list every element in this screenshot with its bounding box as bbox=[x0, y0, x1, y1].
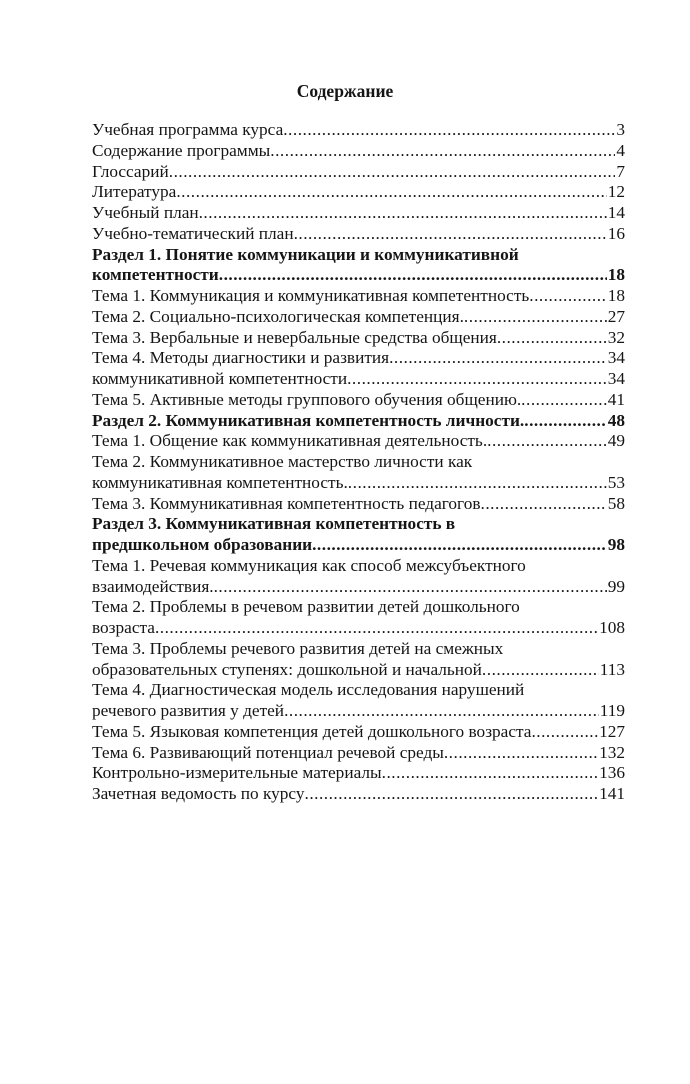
toc-entry[interactable] bbox=[92, 307, 625, 328]
dot-leader bbox=[482, 660, 599, 681]
toc-entry[interactable] bbox=[92, 348, 625, 369]
page-number: 41 bbox=[607, 389, 625, 409]
page-number: 49 bbox=[607, 431, 625, 451]
toc-entry-title: Тема 2. Социально-психологическая компетенция. bbox=[92, 306, 464, 326]
dot-leader bbox=[199, 203, 607, 224]
toc-entry-title: Учебная программа курса bbox=[92, 120, 284, 139]
page-number: 119 bbox=[599, 701, 625, 720]
toc-line bbox=[92, 245, 625, 266]
toc-line bbox=[92, 639, 625, 660]
dot-leader bbox=[531, 722, 598, 743]
dot-leader bbox=[348, 473, 607, 494]
page-number: 34 bbox=[607, 369, 625, 388]
toc-line bbox=[92, 660, 625, 681]
toc-line bbox=[92, 680, 625, 701]
page-number: 7 bbox=[616, 161, 625, 181]
toc-entry-title: образовательных ступенях: дошкольной и начальной bbox=[92, 659, 482, 679]
toc-entry-title: Глоссарий bbox=[92, 161, 169, 181]
toc-entry-title: Содержание программы bbox=[92, 140, 271, 160]
toc-entry[interactable] bbox=[92, 369, 625, 390]
toc-line bbox=[92, 743, 625, 764]
toc-line bbox=[92, 120, 625, 141]
dot-leader bbox=[347, 369, 607, 390]
toc-entry-title: Тема 3. Коммуникативная компетентность педагогов bbox=[92, 493, 481, 513]
toc-line bbox=[92, 577, 625, 598]
toc-line bbox=[92, 473, 625, 494]
toc-line bbox=[92, 452, 625, 473]
dot-leader bbox=[270, 141, 615, 162]
page-title: Содержание bbox=[296, 81, 394, 101]
page-number: 18 bbox=[607, 286, 625, 305]
dot-leader bbox=[389, 348, 607, 369]
page-number: 4 bbox=[616, 140, 625, 160]
page-number: 141 bbox=[599, 784, 625, 803]
toc-entry-title: Литература bbox=[92, 182, 177, 202]
dot-leader bbox=[444, 743, 598, 764]
toc-line bbox=[92, 618, 625, 639]
toc-line bbox=[92, 348, 625, 369]
page-number: 132 bbox=[599, 742, 625, 762]
toc-entry[interactable] bbox=[92, 639, 625, 681]
dot-leader bbox=[481, 494, 607, 515]
toc-line bbox=[92, 784, 625, 805]
toc-entry-title: Учебно-тематический план bbox=[92, 223, 294, 243]
toc-line bbox=[92, 328, 625, 349]
dot-leader bbox=[284, 701, 599, 722]
dot-leader bbox=[521, 390, 607, 411]
toc-entry[interactable] bbox=[92, 245, 625, 287]
page-number: 32 bbox=[607, 327, 625, 347]
page-number: 136 bbox=[599, 763, 625, 783]
page-number: 27 bbox=[607, 306, 625, 326]
toc-line bbox=[92, 224, 625, 245]
toc-entry[interactable] bbox=[92, 141, 625, 162]
toc-entry-title: Тема 6. Развивающий потенциал речевой среды bbox=[92, 742, 444, 762]
toc-entry[interactable] bbox=[92, 597, 625, 639]
dot-leader bbox=[382, 763, 598, 784]
toc-entry-title: компетентности bbox=[92, 265, 219, 285]
dot-leader bbox=[497, 328, 607, 349]
toc-line bbox=[92, 597, 625, 618]
page-number: 12 bbox=[607, 182, 625, 202]
toc-entry-title: Тема 2. Коммуникативное мастерство личности как bbox=[92, 452, 473, 471]
toc-entry[interactable] bbox=[92, 162, 625, 183]
toc-entry[interactable] bbox=[92, 203, 625, 224]
toc-line bbox=[92, 701, 625, 722]
toc-entry[interactable] bbox=[92, 784, 625, 805]
toc-line bbox=[92, 390, 625, 411]
toc-entry-title: Учебный план bbox=[92, 203, 199, 222]
toc-entry-title: Зачетная ведомость по курсу bbox=[92, 784, 305, 803]
toc-line bbox=[92, 162, 625, 183]
toc-line bbox=[92, 494, 625, 515]
dot-leader bbox=[214, 577, 607, 598]
toc-entry-title: Тема 3. Вербальные и невербальные средства общения bbox=[92, 327, 497, 347]
dot-leader bbox=[283, 120, 615, 141]
toc-entry[interactable] bbox=[92, 452, 625, 494]
table-of-contents bbox=[92, 120, 625, 805]
page-number: 108 bbox=[599, 618, 625, 637]
toc-line bbox=[92, 307, 625, 328]
toc-entry[interactable] bbox=[92, 556, 625, 598]
toc-entry-title: возраста bbox=[92, 618, 155, 637]
dot-leader bbox=[464, 307, 607, 328]
toc-entry[interactable] bbox=[92, 120, 625, 141]
toc-line bbox=[92, 535, 625, 556]
toc-entry[interactable] bbox=[92, 224, 625, 245]
page-number: 53 bbox=[607, 472, 625, 492]
dot-leader bbox=[305, 784, 599, 805]
toc-entry[interactable] bbox=[92, 763, 625, 784]
toc-entry-title: предшкольном образовании bbox=[92, 535, 313, 554]
toc-entry[interactable] bbox=[92, 411, 625, 432]
toc-line bbox=[92, 722, 625, 743]
toc-entry[interactable] bbox=[92, 494, 625, 515]
page-number: 58 bbox=[607, 493, 625, 513]
dot-leader bbox=[529, 286, 606, 307]
toc-line bbox=[92, 265, 625, 286]
dot-leader bbox=[219, 265, 607, 286]
toc-entry-title: Тема 1. Общение как коммуникативная деятельность. bbox=[92, 431, 488, 451]
page-number: 16 bbox=[607, 223, 625, 243]
toc-entry-title: Тема 5. Языковая компетенция детей дошкольного возраста bbox=[92, 721, 532, 741]
dot-leader bbox=[155, 618, 598, 639]
toc-entry[interactable] bbox=[92, 328, 625, 349]
dot-leader bbox=[487, 431, 607, 452]
toc-entry[interactable] bbox=[92, 722, 625, 743]
page-number: 127 bbox=[599, 721, 625, 741]
page-number: 48 bbox=[607, 410, 625, 430]
toc-entry-title: коммуникативной компетентности bbox=[92, 369, 348, 388]
toc-line bbox=[92, 431, 625, 452]
dot-leader bbox=[312, 535, 607, 556]
toc-entry-title: Раздел 3. Коммуникативная компетентность в bbox=[92, 514, 456, 534]
toc-entry-title: Раздел 2. Коммуникативная компетентность личности. bbox=[92, 410, 525, 430]
toc-entry-title: Тема 5. Активные методы группового обучения общению. bbox=[92, 389, 522, 409]
toc-entry[interactable] bbox=[92, 182, 625, 203]
dot-leader bbox=[524, 411, 606, 432]
toc-entry-title: Тема 1. Коммуникация и коммуникативная компетентность bbox=[92, 286, 530, 305]
toc-line bbox=[92, 182, 625, 203]
toc-entry-title: Раздел 1. Понятие коммуникации и коммуникативной bbox=[92, 244, 519, 264]
toc-line bbox=[92, 556, 625, 577]
toc-line bbox=[92, 141, 625, 162]
page-number: 34 bbox=[607, 348, 625, 368]
page-number: 99 bbox=[607, 576, 625, 596]
toc-entry-title: Тема 1. Речевая коммуникация как способ межсубъектного bbox=[92, 555, 526, 575]
toc-entry-title: Тема 3. Проблемы речевого развития детей на смежных bbox=[92, 638, 504, 658]
toc-entry[interactable] bbox=[92, 514, 625, 556]
toc-line bbox=[92, 286, 625, 307]
toc-line bbox=[92, 369, 625, 390]
page-number: 18 bbox=[607, 265, 625, 285]
page-number: 14 bbox=[607, 203, 625, 222]
toc-entry-title: взаимодействия. bbox=[92, 576, 214, 596]
page-number: 113 bbox=[599, 659, 625, 679]
toc-entry-title: Контрольно-измерительные материалы bbox=[92, 763, 382, 783]
toc-entry[interactable] bbox=[92, 680, 625, 722]
toc-entry[interactable] bbox=[92, 286, 625, 307]
toc-entry[interactable] bbox=[92, 390, 625, 411]
dot-leader bbox=[176, 182, 606, 203]
dot-leader bbox=[294, 224, 607, 245]
toc-entry-title: речевого развития у детей bbox=[92, 701, 285, 720]
dot-leader bbox=[169, 162, 616, 183]
toc-entry[interactable] bbox=[92, 743, 625, 764]
toc-line bbox=[92, 203, 625, 224]
toc-entry-title: коммуникативная компетентность. bbox=[92, 472, 348, 492]
toc-entry[interactable] bbox=[92, 431, 625, 452]
page-number: 3 bbox=[616, 120, 625, 139]
toc-entry-title: Тема 4. Диагностическая модель исследования нарушений bbox=[92, 680, 525, 700]
toc-entry-title: Тема 4. Методы диагностики и развития bbox=[92, 348, 390, 368]
toc-line bbox=[92, 514, 625, 535]
page-number: 98 bbox=[607, 535, 625, 554]
toc-line bbox=[92, 411, 625, 432]
toc-entry-title: Тема 2. Проблемы в речевом развитии детей дошкольного bbox=[92, 597, 520, 617]
toc-line bbox=[92, 763, 625, 784]
